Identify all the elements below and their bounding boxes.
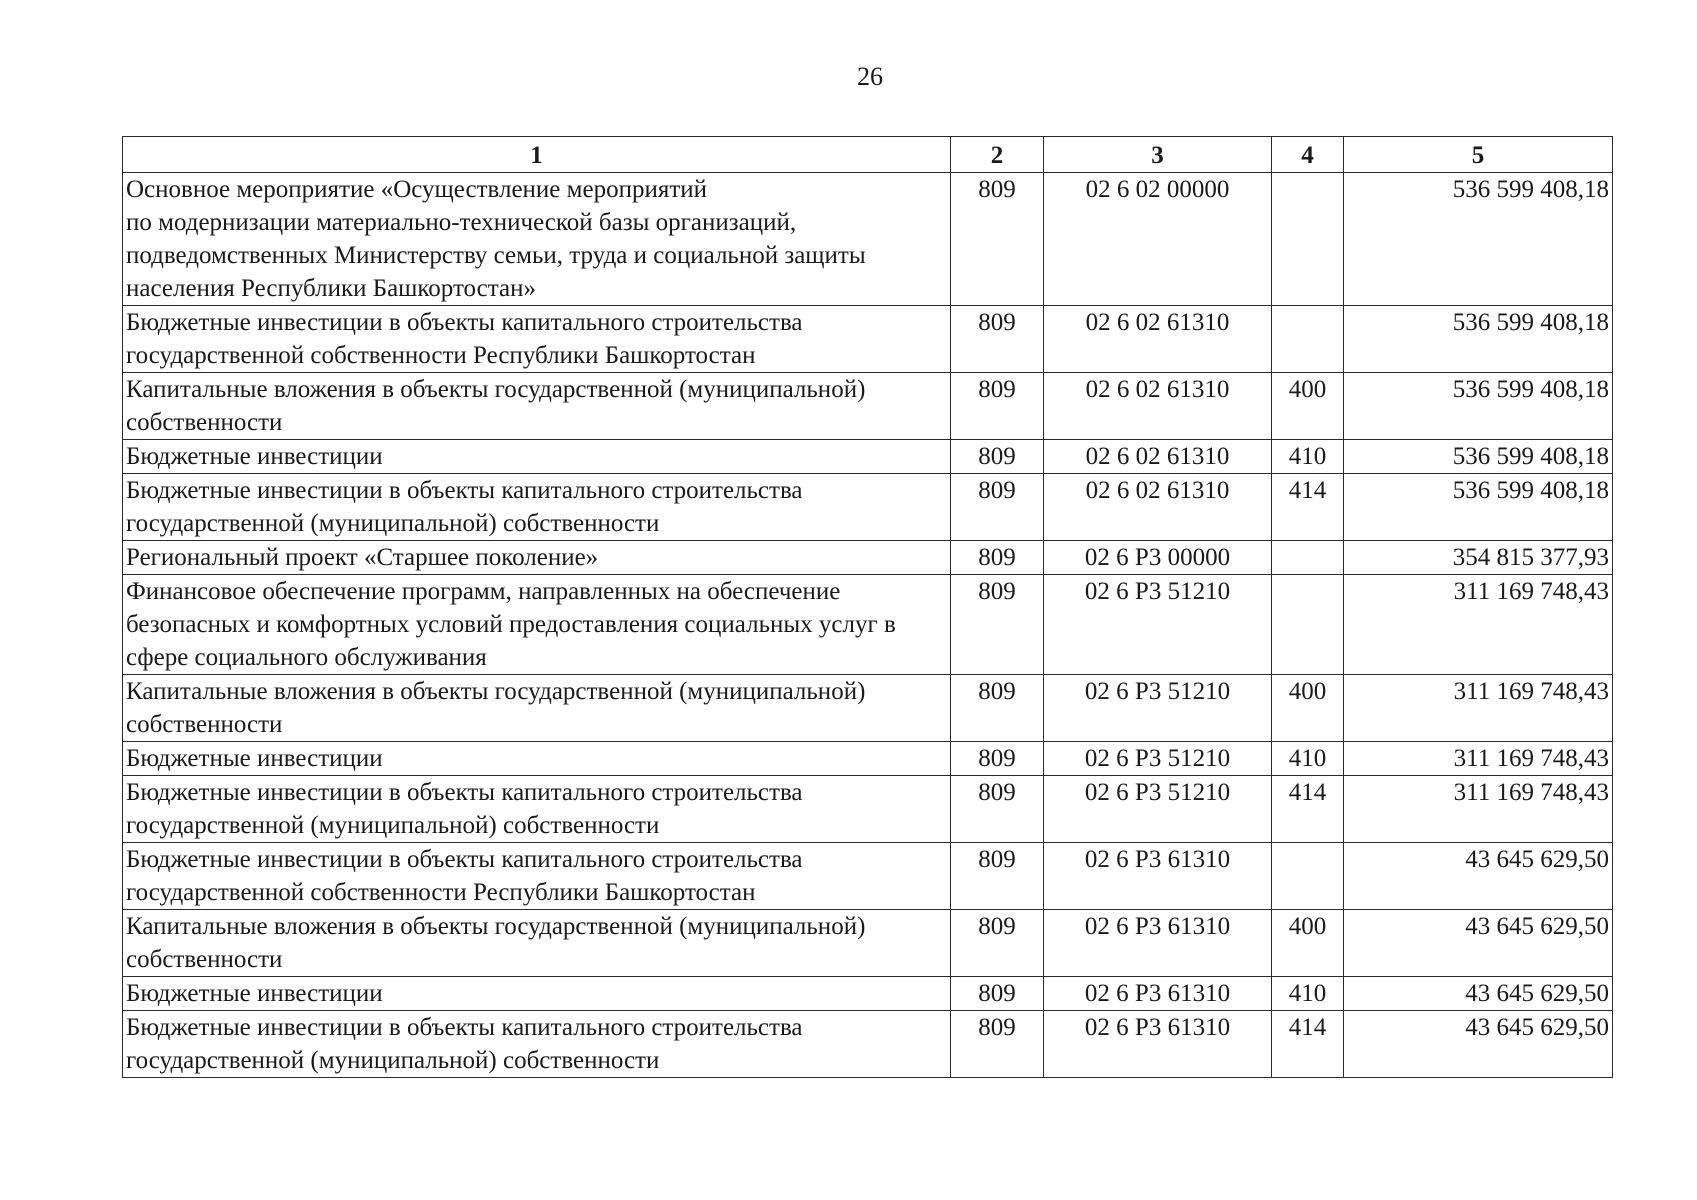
table-row: [123, 977, 1613, 1011]
expense-type-cell: [1272, 575, 1344, 675]
department-code-cell: 809: [951, 910, 1044, 977]
table-row: [123, 474, 1613, 541]
description-cell: Бюджетные инвестиции: [123, 977, 951, 1011]
description-cell: Капитальные вложения в объекты государственной (муниципальной) собственности: [123, 373, 951, 440]
expense-type-cell: 414: [1272, 1011, 1344, 1078]
target-article-cell: 02 6 P3 51210: [1044, 575, 1272, 675]
description-cell: Бюджетные инвестиции в объекты капитального строительства государственной собственности Республики Башкортостан: [123, 306, 951, 373]
expense-type-cell: 410: [1272, 440, 1344, 474]
department-code-cell: 809: [951, 843, 1044, 910]
target-article-cell: 02 6 P3 61310: [1044, 977, 1272, 1011]
amount-cell: 43 645 629,50: [1344, 910, 1613, 977]
column-header-4: 4: [1272, 137, 1344, 173]
description-cell: Капитальные вложения в объекты государственной (муниципальной) собственности: [123, 675, 951, 742]
table-row: [123, 843, 1613, 910]
amount-cell: 311 169 748,43: [1344, 675, 1613, 742]
description-cell: Бюджетные инвестиции в объекты капитального строительства государственной (муниципальной) собственности: [123, 1011, 951, 1078]
department-code-cell: 809: [951, 474, 1044, 541]
description-cell: Финансовое обеспечение программ, направленных на обеспечение безопасных и комфортных условий предоставления социальных услуг в сфере социального обслуживания: [123, 575, 951, 675]
amount-cell: 536 599 408,18: [1344, 173, 1613, 306]
expense-type-cell: 410: [1272, 742, 1344, 776]
amount-cell: 354 815 377,93: [1344, 541, 1613, 575]
table-header-row: [123, 137, 1613, 173]
target-article-cell: 02 6 P3 61310: [1044, 910, 1272, 977]
amount-cell: 536 599 408,18: [1344, 440, 1613, 474]
column-header-1: 1: [123, 137, 951, 173]
column-header-5: 5: [1344, 137, 1613, 173]
table-row: [123, 373, 1613, 440]
expense-type-cell: 400: [1272, 373, 1344, 440]
department-code-cell: 809: [951, 173, 1044, 306]
expense-type-cell: 414: [1272, 474, 1344, 541]
description-cell: Бюджетные инвестиции: [123, 742, 951, 776]
department-code-cell: 809: [951, 440, 1044, 474]
target-article-cell: 02 6 P3 61310: [1044, 1011, 1272, 1078]
expense-type-cell: [1272, 541, 1344, 575]
table-row: [123, 306, 1613, 373]
amount-cell: 43 645 629,50: [1344, 843, 1613, 910]
description-cell: Бюджетные инвестиции в объекты капитального строительства государственной (муниципальной) собственности: [123, 776, 951, 843]
target-article-cell: 02 6 02 61310: [1044, 474, 1272, 541]
target-article-cell: 02 6 P3 00000: [1044, 541, 1272, 575]
table-row: [123, 440, 1613, 474]
amount-cell: 536 599 408,18: [1344, 373, 1613, 440]
amount-cell: 43 645 629,50: [1344, 1011, 1613, 1078]
target-article-cell: 02 6 02 61310: [1044, 440, 1272, 474]
description-cell: Бюджетные инвестиции в объекты капитального строительства государственной собственности Республики Башкортостан: [123, 843, 951, 910]
description-cell: Капитальные вложения в объекты государственной (муниципальной) собственности: [123, 910, 951, 977]
description-cell: Бюджетные инвестиции: [123, 440, 951, 474]
description-cell: Бюджетные инвестиции в объекты капитального строительства государственной (муниципальной) собственности: [123, 474, 951, 541]
description-cell: Региональный проект «Старшее поколение»: [123, 541, 951, 575]
target-article-cell: 02 6 02 00000: [1044, 173, 1272, 306]
department-code-cell: 809: [951, 373, 1044, 440]
amount-cell: 536 599 408,18: [1344, 306, 1613, 373]
target-article-cell: 02 6 P3 61310: [1044, 843, 1272, 910]
table-row: [123, 575, 1613, 675]
department-code-cell: 809: [951, 742, 1044, 776]
department-code-cell: 809: [951, 977, 1044, 1011]
table-row: [123, 910, 1613, 977]
department-code-cell: 809: [951, 1011, 1044, 1078]
expense-type-cell: [1272, 173, 1344, 306]
column-header-2: 2: [951, 137, 1044, 173]
target-article-cell: 02 6 P3 51210: [1044, 742, 1272, 776]
table-row: [123, 541, 1613, 575]
expense-type-cell: 400: [1272, 910, 1344, 977]
amount-cell: 43 645 629,50: [1344, 977, 1613, 1011]
department-code-cell: 809: [951, 575, 1044, 675]
target-article-cell: 02 6 02 61310: [1044, 306, 1272, 373]
table-row: [123, 1011, 1613, 1078]
table-row: [123, 675, 1613, 742]
target-article-cell: 02 6 P3 51210: [1044, 776, 1272, 843]
amount-cell: 311 169 748,43: [1344, 776, 1613, 843]
expense-type-cell: [1272, 306, 1344, 373]
description-cell: Основное мероприятие «Осуществление мероприятий по модернизации материально-технической базы организаций, подведомственных Министерству семьи, труда и социальной защиты населения Республики Башкортостан»: [123, 173, 951, 306]
table-row: [123, 742, 1613, 776]
table-row: [123, 776, 1613, 843]
target-article-cell: 02 6 P3 51210: [1044, 675, 1272, 742]
target-article-cell: 02 6 02 61310: [1044, 373, 1272, 440]
expense-type-cell: 414: [1272, 776, 1344, 843]
table-row: [123, 173, 1613, 306]
department-code-cell: 809: [951, 541, 1044, 575]
department-code-cell: 809: [951, 675, 1044, 742]
department-code-cell: 809: [951, 776, 1044, 843]
budget-table: [122, 136, 1613, 1078]
expense-type-cell: 410: [1272, 977, 1344, 1011]
column-header-3: 3: [1044, 137, 1272, 173]
amount-cell: 311 169 748,43: [1344, 742, 1613, 776]
expense-type-cell: [1272, 843, 1344, 910]
expense-type-cell: 400: [1272, 675, 1344, 742]
page-number: 26: [857, 62, 883, 91]
amount-cell: 536 599 408,18: [1344, 474, 1613, 541]
amount-cell: 311 169 748,43: [1344, 575, 1613, 675]
department-code-cell: 809: [951, 306, 1044, 373]
